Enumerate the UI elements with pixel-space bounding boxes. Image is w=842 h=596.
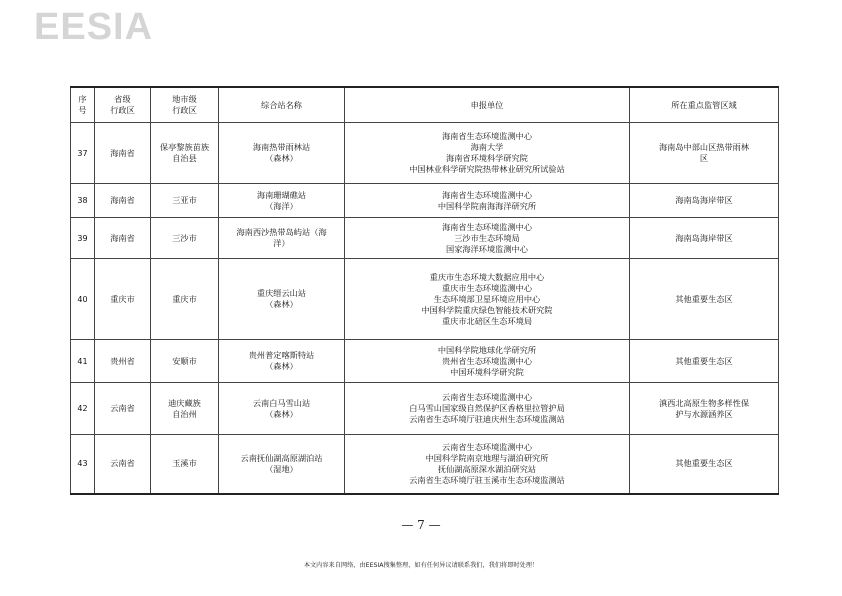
header-unit: 申报单位 <box>345 87 630 123</box>
cell-units-line: 云南省生态环境厅驻玉溪市生态环境监测站 <box>409 474 565 485</box>
cell-units-line: 中国林业科学研究院热带林业研究所试验站 <box>409 164 565 174</box>
header-seq-line: 序 <box>78 94 87 104</box>
cell-station-line: （森林） <box>265 153 298 163</box>
cell-station-line: 云南抚仙湖高原湖泊站 <box>240 452 323 463</box>
cell-station-line: 海南热带雨林站 <box>252 142 311 152</box>
cell-region <box>630 435 779 494</box>
header-region: 所在重点监管区域 <box>630 87 779 123</box>
cell-seq: 43 <box>71 435 95 494</box>
cell-units-line: 海南省生态环境监测中心 <box>441 221 533 232</box>
cell-units-line: 抚仙湖高原深水湖泊研究站 <box>437 463 537 474</box>
cell-station-line: （森林） <box>265 299 298 309</box>
table-row <box>71 259 779 340</box>
cell-province: 海南省 <box>95 184 151 218</box>
cell-station-line: 洋） <box>273 238 290 248</box>
header-province-line: 省级 <box>114 94 131 104</box>
cell-city <box>151 340 219 383</box>
cell-station-line: （森林） <box>265 408 298 419</box>
cell-units-line: 海南大学 <box>470 142 504 152</box>
page-number: — 7 — <box>401 518 441 532</box>
cell-units <box>345 218 630 259</box>
cell-units-line: 国家海洋环境监测中心 <box>446 243 528 254</box>
cell-city <box>151 123 219 184</box>
cell-region-line: 护与水源涵养区 <box>675 408 733 419</box>
cell-city-line: 三沙市 <box>172 232 197 243</box>
cell-units <box>345 259 630 340</box>
cell-region-line: 其他重要生态区 <box>675 293 733 304</box>
cell-units-line: 海南省生态环境监测中心 <box>441 131 533 141</box>
cell-region <box>630 383 779 435</box>
table-header-row <box>71 87 779 123</box>
cell-seq: 42 <box>71 383 95 435</box>
cell-region <box>630 218 779 259</box>
cell-region-line: 区 <box>699 153 709 163</box>
cell-units-line: 重庆市生态环境监测中心 <box>441 282 533 293</box>
cell-province: 云南省 <box>95 383 151 435</box>
cell-region-line: 其他重要生态区 <box>675 355 733 366</box>
header-seq <box>71 87 95 123</box>
cell-city <box>151 435 219 494</box>
cell-units-line: 云南省生态环境监测中心 <box>441 392 533 402</box>
table-row <box>71 435 779 494</box>
cell-units-line: 生态环境部卫星环境应用中心 <box>433 293 541 304</box>
cell-region <box>630 340 779 383</box>
cell-station <box>219 340 345 383</box>
cell-region <box>630 259 779 340</box>
cell-region-line: 滇西北高原生物多样性保 <box>658 397 750 408</box>
table-row <box>71 340 779 383</box>
cell-station-line: （森林） <box>265 361 298 371</box>
cell-station <box>219 218 345 259</box>
cell-units-line: 三沙市生态环境局 <box>454 232 520 243</box>
cell-units <box>345 184 630 218</box>
cell-city-line: 安顺市 <box>172 355 197 366</box>
cell-units-line: 重庆市北碚区生态环境局 <box>441 315 533 326</box>
cell-units-line: 重庆市生态环境大数据应用中心 <box>429 271 545 282</box>
cell-province: 云南省 <box>95 435 151 494</box>
cell-city-line: 自治州 <box>172 408 197 419</box>
cell-city <box>151 184 219 218</box>
cell-units <box>345 340 630 383</box>
table-row <box>71 123 779 184</box>
table-row <box>71 184 779 218</box>
cell-station-line: 海南西沙热带岛屿站（海 <box>236 227 327 237</box>
monitoring-station-table <box>70 86 779 495</box>
cell-units-line: 白马雪山国家级自然保护区香格里拉管护局 <box>409 403 565 413</box>
cell-province: 重庆市 <box>95 259 151 340</box>
header-station: 综合站名称 <box>219 87 345 123</box>
cell-units <box>345 383 630 435</box>
cell-station <box>219 259 345 340</box>
cell-province: 海南省 <box>95 123 151 184</box>
table-row <box>71 383 779 435</box>
cell-region-line: 海南岛海岸带区 <box>675 232 733 243</box>
header-province <box>95 87 151 123</box>
cell-station <box>219 435 345 494</box>
cell-city <box>151 218 219 259</box>
footer-note: 本文内容来自网络，由EESIA搜集整理，如有任何异议请联系我们，我们将即时处理！ <box>303 562 539 569</box>
cell-units-line: 云南省生态环境监测中心 <box>441 441 533 452</box>
cell-seq: 41 <box>71 340 95 383</box>
cell-seq: 39 <box>71 218 95 259</box>
cell-units-line: 中国科学院重庆绿色智能技术研究院 <box>421 304 553 315</box>
cell-region-line: 海南岛中部山区热带雨林 <box>658 142 750 152</box>
cell-units-line: 中国科学院地球化学研究所 <box>437 344 537 355</box>
cell-city-line: 保亭黎族苗族 <box>159 142 210 152</box>
header-province-line: 行政区 <box>110 105 135 115</box>
cell-station-line: 重庆缙云山站 <box>256 288 307 298</box>
cell-station-line: （湿地） <box>265 463 298 474</box>
cell-station <box>219 383 345 435</box>
cell-city <box>151 383 219 435</box>
header-city-line: 行政区 <box>172 105 197 115</box>
cell-station <box>219 123 345 184</box>
cell-region-line: 海南岛海岸带区 <box>675 195 733 205</box>
cell-units-line: 中国环境科学研究院 <box>450 366 524 377</box>
cell-units-line: 中国科学院南京地理与湖泊研究所 <box>425 452 549 463</box>
cell-station-line: （海洋） <box>265 200 298 211</box>
cell-units-line: 贵州省生态环境监测中心 <box>441 355 533 366</box>
cell-units-line: 海南省环境科学研究院 <box>446 153 528 163</box>
cell-city <box>151 259 219 340</box>
cell-units <box>345 435 630 494</box>
cell-region <box>630 184 779 218</box>
cell-city-line: 玉溪市 <box>172 458 197 469</box>
header-city-line: 地市级 <box>172 94 197 104</box>
cell-seq: 37 <box>71 123 95 184</box>
cell-units-line: 中国科学院南海海洋研究所 <box>437 200 537 211</box>
cell-province: 海南省 <box>95 218 151 259</box>
cell-city-line: 自治县 <box>172 153 197 163</box>
cell-city-line: 迪庆藏族 <box>168 397 201 408</box>
cell-station-line: 贵州普定喀斯特站 <box>248 350 315 360</box>
cell-seq: 40 <box>71 259 95 340</box>
header-city <box>151 87 219 123</box>
header-seq-line: 号 <box>78 105 87 115</box>
cell-province: 贵州省 <box>95 340 151 383</box>
table-row <box>71 218 779 259</box>
cell-region <box>630 123 779 184</box>
eesia-watermark-logo: EESIA <box>34 6 154 48</box>
cell-city-line: 三亚市 <box>172 195 197 205</box>
cell-station-line: 云南白马雪山站 <box>252 397 311 408</box>
cell-units <box>345 123 630 184</box>
cell-station <box>219 184 345 218</box>
cell-units-line: 云南省生态环境厅驻迪庆州生态环境监测站 <box>409 414 565 424</box>
cell-region-line: 其他重要生态区 <box>675 458 733 469</box>
cell-units-line: 海南省生态环境监测中心 <box>441 189 533 200</box>
cell-station-line: 海南珊瑚礁站 <box>256 189 307 200</box>
cell-seq: 38 <box>71 184 95 218</box>
cell-city-line: 重庆市 <box>172 293 197 304</box>
